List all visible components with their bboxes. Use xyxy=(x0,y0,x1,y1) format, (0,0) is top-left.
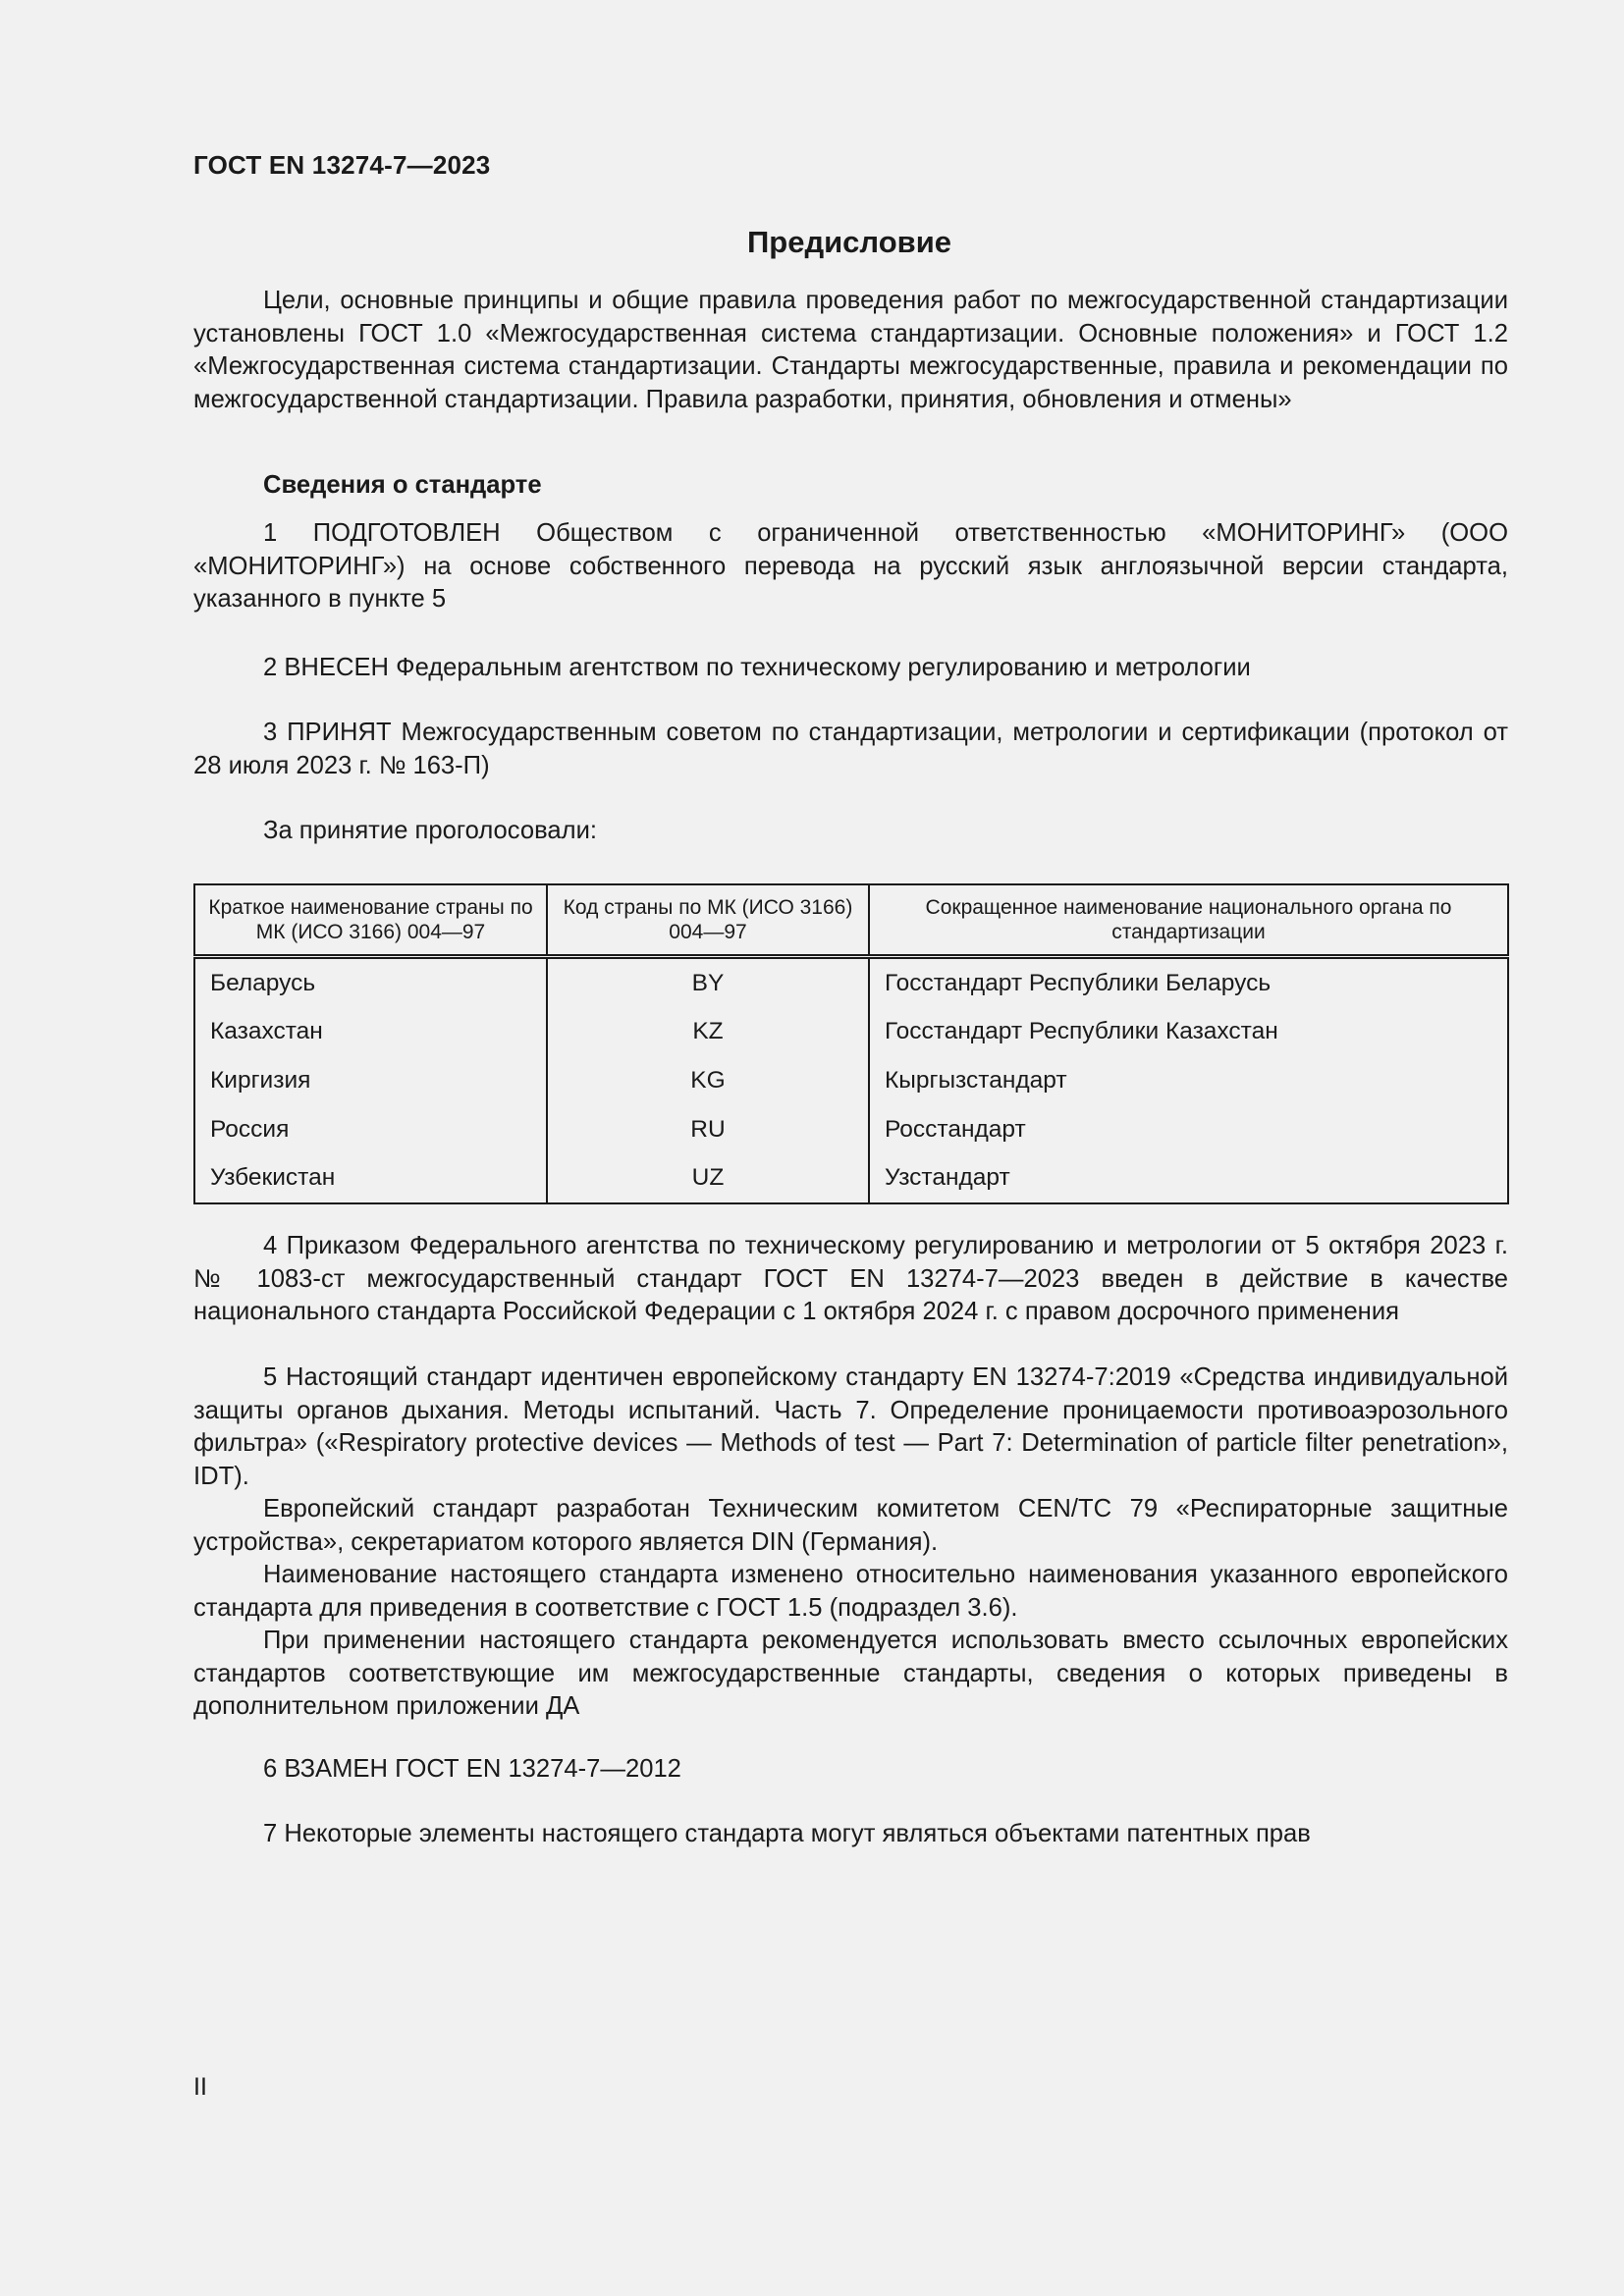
cell-body: Госстандарт Республики Казахстан xyxy=(885,1018,1278,1045)
item-7-paragraph: 7 Некоторые элементы настоящего стандарта могут являться объектами патентных прав xyxy=(263,1820,1311,1847)
column-header-body: Сокращенное наименование национального органа по стандартизации xyxy=(869,884,1508,957)
voting-countries-table xyxy=(193,883,1509,1204)
table-row xyxy=(194,1056,1508,1105)
cell-country: Узбекистан xyxy=(194,1153,547,1203)
table-row xyxy=(194,1008,1508,1057)
column-header-code: Код страны по МК (ИСО 3166) 004—97 xyxy=(547,884,869,957)
cell-code: KG xyxy=(547,1056,869,1105)
item-6-block xyxy=(193,1753,1508,1787)
item-3-block xyxy=(193,717,1508,782)
page-title: Предисловие xyxy=(746,225,951,259)
item-4-paragraph: 4 Приказом Федерального агентства по техническому регулированию и метрологии от 5 октября 2023 г. № 1083-ст межгосударственный стандарт ГОСТ EN 13274-7—2023 введен в действие в качестве национального стандарта Российской Федерации с 1 октября 2024 г. с правом досрочного применения xyxy=(193,1232,1508,1325)
item-3-paragraph: 3 ПРИНЯТ Межгосударственным советом по стандартизации, метрологии и сертификации (протокол от 28 июля 2023 г. № 163-П) xyxy=(193,719,1508,779)
cell-code: UZ xyxy=(547,1153,869,1203)
cell-code: RU xyxy=(547,1105,869,1154)
item-7-block xyxy=(193,1818,1508,1851)
cell-code: BY xyxy=(547,957,869,1008)
item-1-block xyxy=(193,517,1508,616)
vote-label: За принятие проголосовали: xyxy=(263,817,597,844)
item-5-committee-paragraph: Европейский стандарт разработан Техническим комитетом CEN/TC 79 «Респираторные защитные устройства», секретариатом которого является DIN (Германия). xyxy=(193,1495,1508,1556)
cell-country: Россия xyxy=(194,1105,547,1154)
cell-country: Казахстан xyxy=(194,1008,547,1057)
cell-body: Узстандарт xyxy=(885,1164,1010,1192)
item-2-block xyxy=(193,652,1508,685)
cell-body: Росстандарт xyxy=(885,1115,1026,1143)
item-2-paragraph: 2 ВНЕСЕН Федеральным агентством по техническому регулированию и метрологии xyxy=(263,654,1251,681)
vote-label-block xyxy=(193,815,1508,848)
intro-paragraph: Цели, основные принципы и общие правила проведения работ по межгосударственной стандартизации установлены ГОСТ 1.0 «Межгосударственная система стандартизации. Основные положения» и ГОСТ 1.2 «Межгосударственная система стандартизации. Стандарты межгосударственные, правила и рекомендации по межгосударственной стандартизации. Правила разработки, принятия, обновления и отмены» xyxy=(193,287,1508,413)
table-header-row xyxy=(194,884,1508,957)
cell-code: KZ xyxy=(547,1008,869,1057)
item-6-paragraph: 6 ВЗАМЕН ГОСТ EN 13274-7—2012 xyxy=(263,1755,681,1783)
column-header-country: Краткое наименование страны по МК (ИСО 3166) 004—97 xyxy=(194,884,547,957)
item-1-paragraph: 1 ПОДГОТОВЛЕН Обществом с ограниченной ответственностью «МОНИТОРИНГ» (ООО «МОНИТОРИНГ») на основе собственного перевода на русский язык англоязычной версии стандарта, указанного в пункте 5 xyxy=(193,519,1508,613)
item-4-block xyxy=(193,1230,1508,1329)
table-row xyxy=(194,1153,1508,1203)
cell-country: Киргизия xyxy=(194,1056,547,1105)
cell-body: Кыргызстандарт xyxy=(885,1066,1067,1094)
item-5-paragraph: 5 Настоящий стандарт идентичен европейскому стандарту EN 13274-7:2019 «Средства индивидуальной защиты органов дыхания. Методы испытаний. Часть 7. Определение проницаемости противоаэрозольного фильтра» («Respiratory protective devices — Methods of test — Part 7: Determination of particle filter penetration», IDT). xyxy=(193,1363,1508,1490)
section-subheading: Сведения о стандарте xyxy=(263,471,542,499)
cell-body: Госстандарт Республики Беларусь xyxy=(885,969,1272,996)
cell-country: Беларусь xyxy=(194,957,547,1008)
table-row xyxy=(194,957,1508,1008)
item-5-title-change-paragraph: Наименование настоящего стандарта изменено относительно наименования указанного европейского стандарта для приведения в соответствие с ГОСТ 1.5 (подраздел 3.6). xyxy=(193,1561,1508,1622)
item-5-references-paragraph: При применении настоящего стандарта рекомендуется использовать вместо ссылочных европейских стандартов соответствующие им межгосударственные стандарты, сведения о которых приведены в дополнительном приложении ДА xyxy=(193,1627,1508,1720)
table-row xyxy=(194,1105,1508,1154)
item-5-block xyxy=(193,1362,1508,1724)
document-code: ГОСТ EN 13274-7—2023 xyxy=(193,150,491,180)
page-number: II xyxy=(193,2073,207,2101)
intro-paragraph-block xyxy=(193,285,1508,416)
